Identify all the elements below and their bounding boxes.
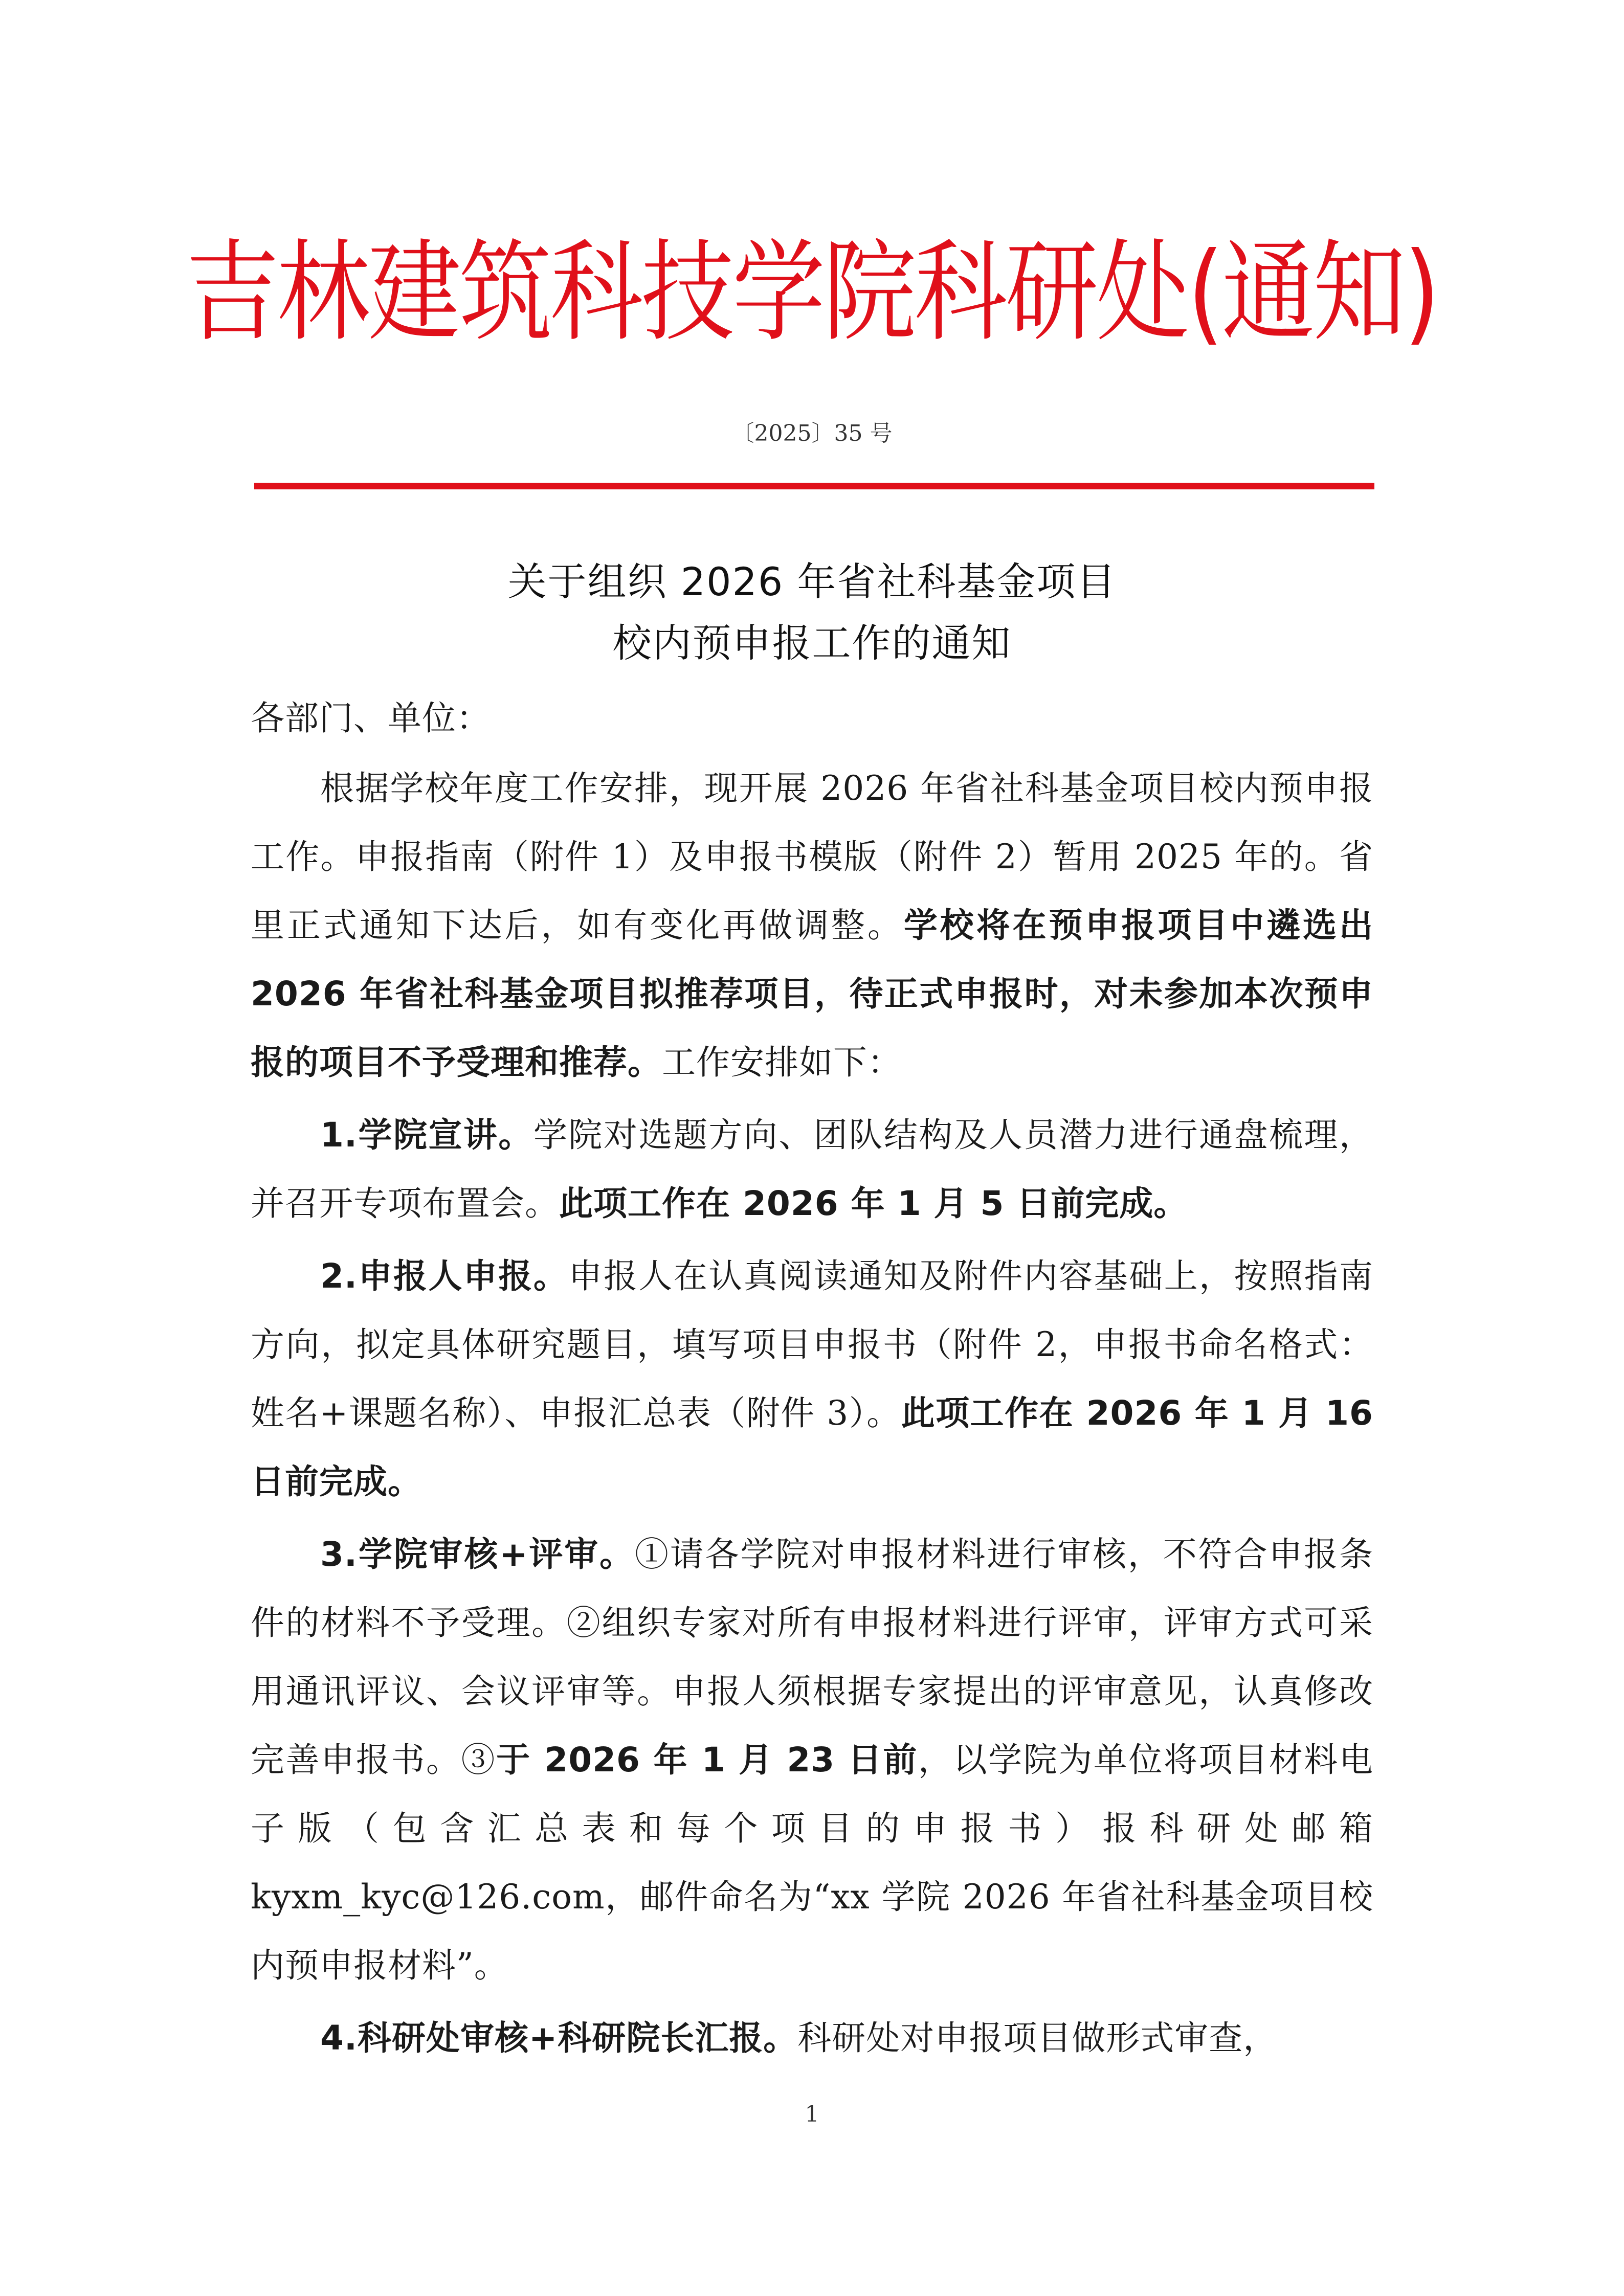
- notice-body: [251, 754, 1373, 2073]
- page-number: 1: [805, 2101, 819, 2127]
- item-4-heading: 4.科研处审核+科研院长汇报。: [320, 2018, 798, 2058]
- item-1-paragraph: [251, 1101, 1373, 1238]
- item-1-deadline: 此项工作在 2026 年 1 月 5 日前完成。: [559, 1184, 1188, 1223]
- item-2-text: 申报人在认真阅读通知及附件内容基础上，按照指南方向，拟定具体研究题目，填写项目申报书（附件 2，申报书命名格式：姓名+课题名称）、申报汇总表（附件 3）。: [251, 1256, 1373, 1433]
- intro-paragraph: [251, 754, 1373, 1097]
- item-4-paragraph: [251, 2004, 1373, 2073]
- document-number: 〔2025〕35 号: [731, 420, 893, 446]
- item-2-heading: 2.申报人申报。: [320, 1256, 569, 1296]
- intro-text: 根据学校年度工作安排，现开展 2026 年省社科基金项目校内预申报工作。申报指南（附件 1）及申报书模版（附件 2）暂用 2025 年的。省里正式通知下达后，如有变化再做调整。: [251, 769, 1373, 945]
- item-3-paragraph: [251, 1520, 1373, 2000]
- notice-title-line-1: 关于组织 2026 年省社科基金项目: [507, 559, 1117, 604]
- item-1-text: 学院对选题方向、团队结构及人员潜力进行通盘梳理，并召开专项布置会。: [251, 1115, 1374, 1223]
- document-header-title: 吉林建筑科技学院科研处(通知): [186, 228, 1438, 356]
- greeting-text: 各部门、单位：: [251, 699, 491, 738]
- item-2-deadline: 此项工作在 2026 年 1 月 16 日前完成。: [251, 1393, 1373, 1501]
- intro-text-tail: 工作安排如下：: [662, 1043, 902, 1082]
- item-1-heading: 1.学院宣讲。: [320, 1115, 533, 1155]
- item-3-text-after: ，以学院为单位将项目材料电子版（包含汇总表和每个项目的申报书）报科研处邮箱 kyxm_kyc@126.com，邮件命名为“xx 学院 2026 年省社科基金项目校内预申报材料”。: [251, 1740, 1374, 1985]
- intro-emphasis: 学校将在预申报项目中遴选出 2026 年省社科基金项目拟推荐项目，待正式申报时，对未参加本次预申报的项目不予受理和推荐。: [251, 906, 1374, 1082]
- notice-title-line-2: 校内预申报工作的通知: [612, 620, 1012, 666]
- item-3-text: ①请各学院对申报材料进行审核，不符合申报条件的材料不予受理。②组织专家对所有申报材料进行评审，评审方式可采用通讯评议、会议评审等。申报人须根据专家提出的评审意见，认真修改完善申报书。③: [251, 1535, 1374, 1780]
- item-3-heading: 3.学院审核+评审。: [320, 1535, 635, 1574]
- item-4-text: 科研处对申报项目做形式审查，: [797, 2018, 1278, 2058]
- header-red-divider: [254, 483, 1374, 489]
- item-2-paragraph: [251, 1242, 1373, 1516]
- item-3-deadline: 于 2026 年 1 月 23 日前: [496, 1740, 918, 1780]
- greeting: [251, 684, 1373, 753]
